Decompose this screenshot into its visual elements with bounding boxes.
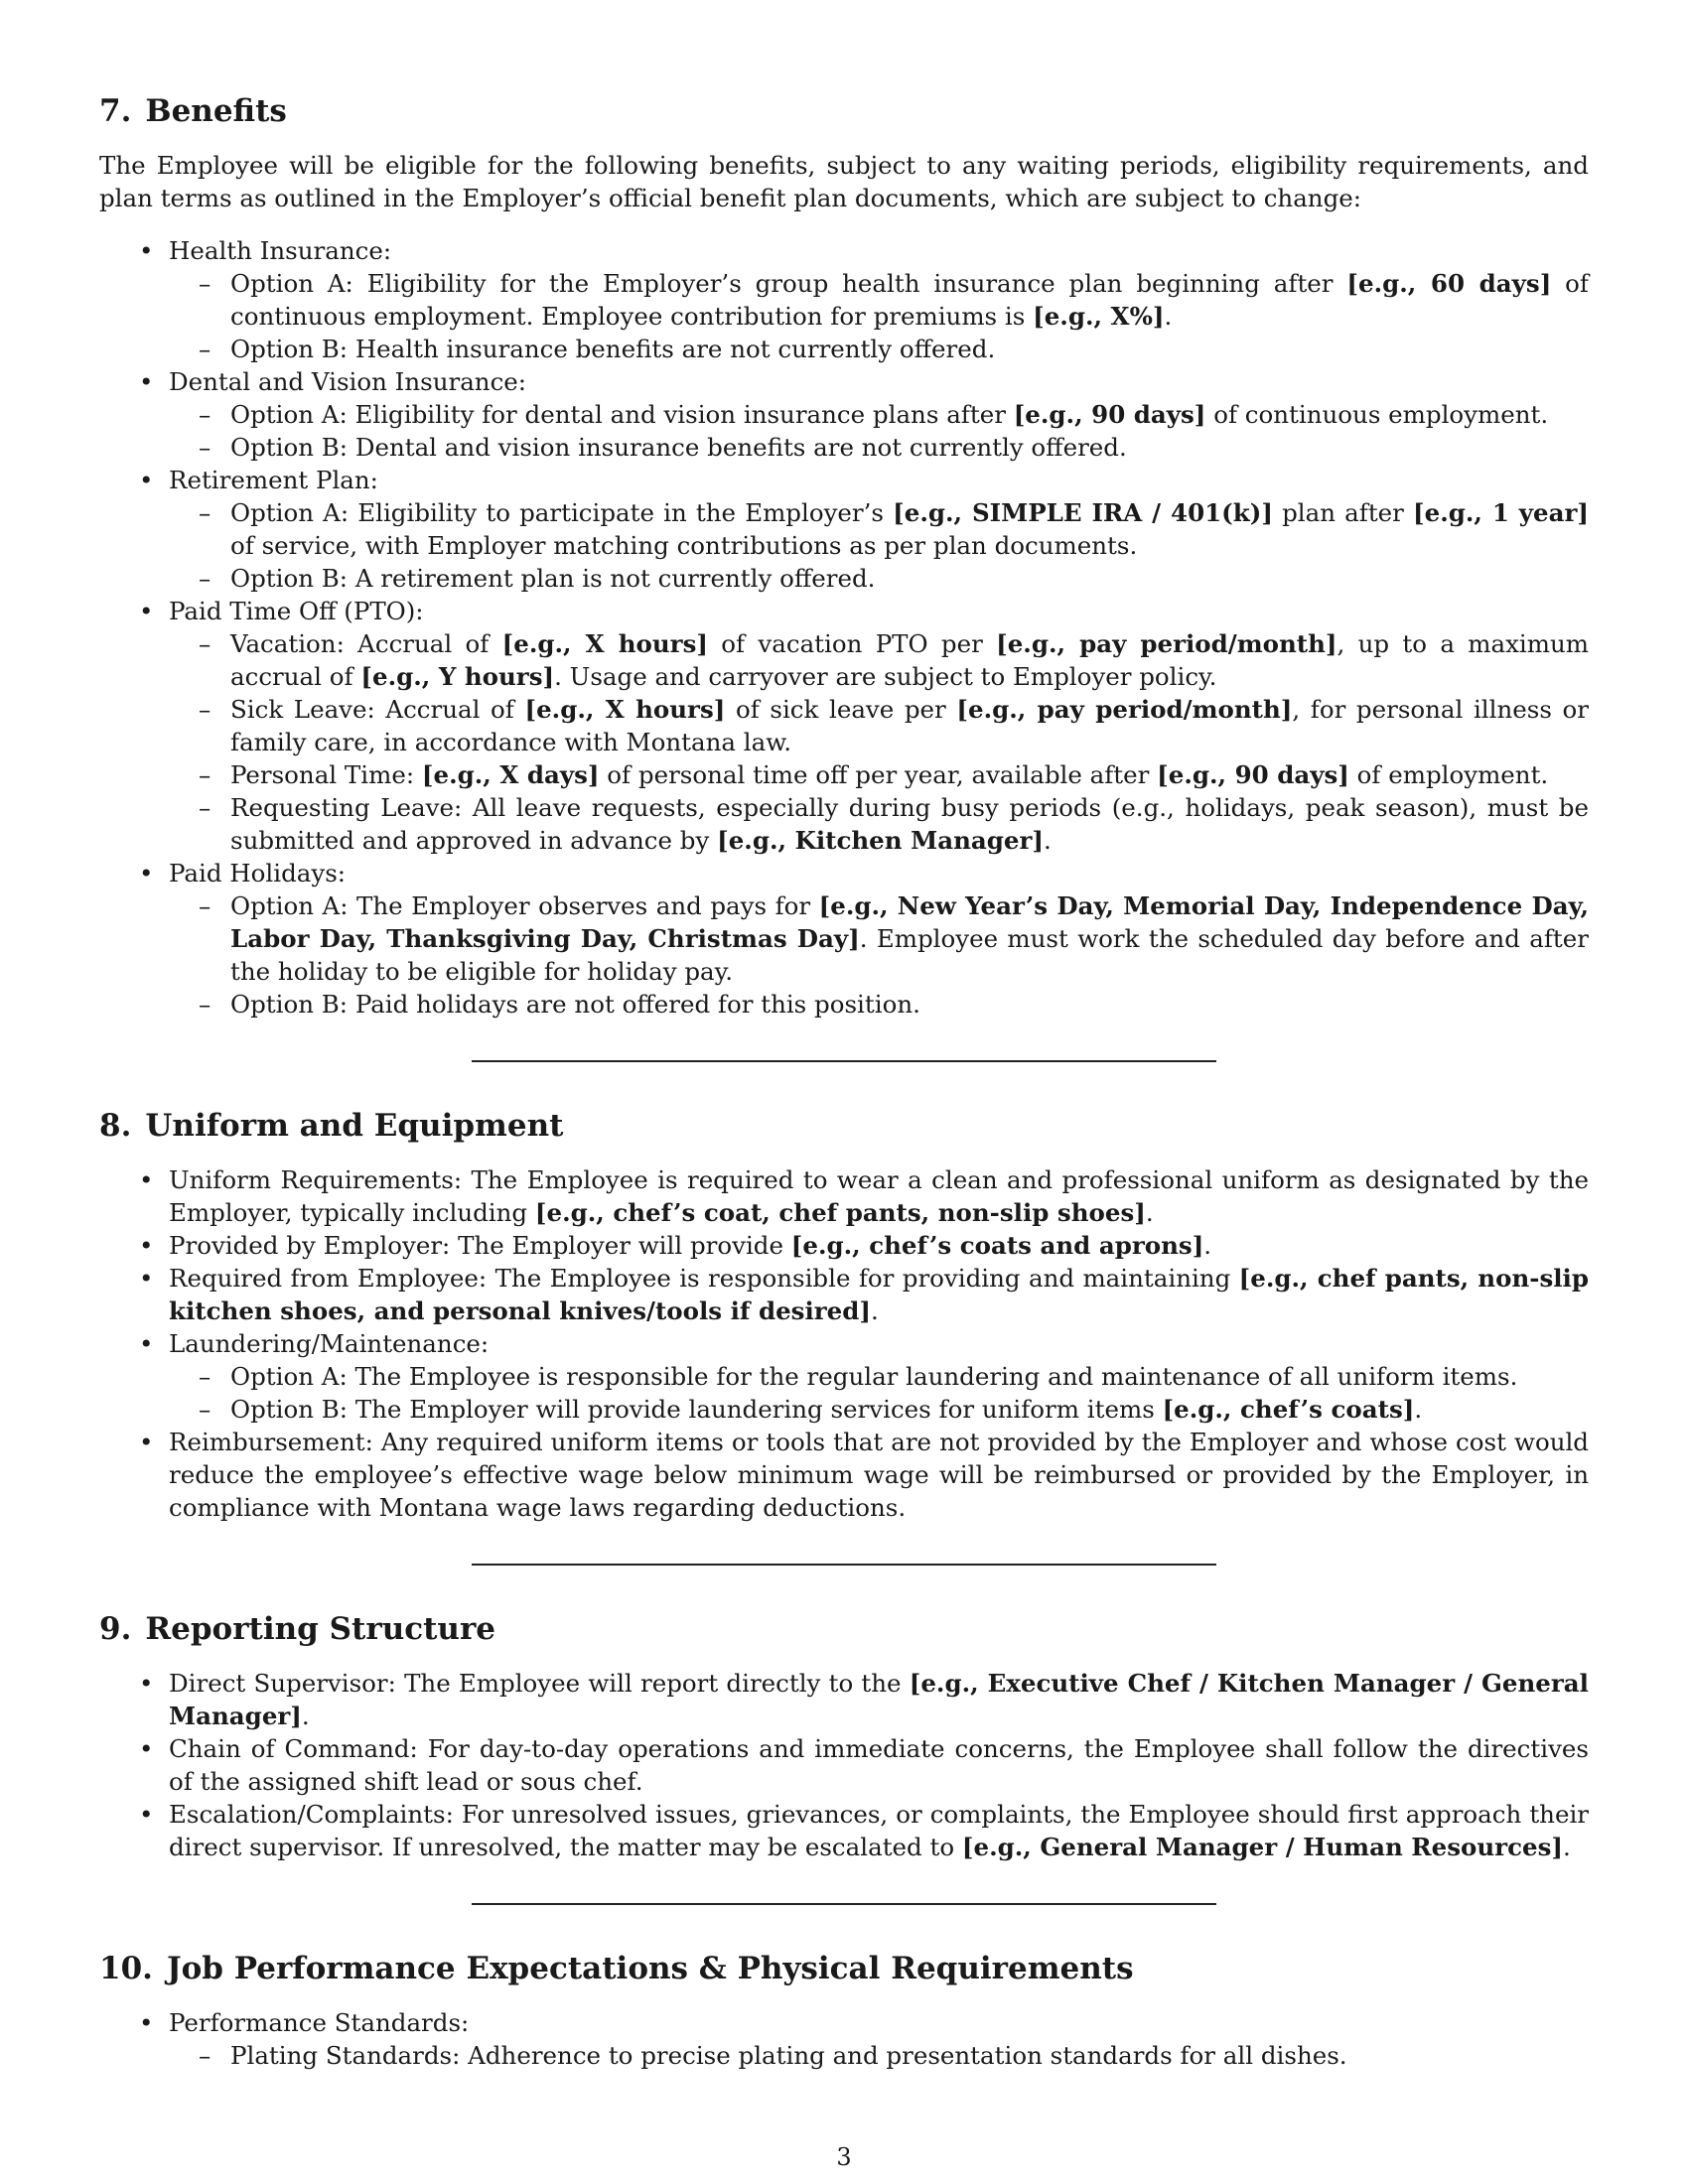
list-item-provided-by-employer: • Provided by Employer: The Employer will provide [e.g., chef’s coats and aprons]. <box>99 1229 1589 1262</box>
list-item-direct-supervisor: • Direct Supervisor: The Employee will report directly to the [e.g., Executive Chef / Kitchen Manager / General Manager]. <box>99 1667 1589 1732</box>
list-item-dental-vision: • Dental and Vision Insurance: – Option A: Eligibility for dental and vision insurance plans after [e.g., 90 days] of continuous employment. – Option B: Dental and vision insurance benefits are not currently offered. <box>99 365 1589 464</box>
section-divider <box>472 1903 1216 1905</box>
reporting-list <box>99 1667 1589 1863</box>
list-item: – Option B: Health insurance benefits are not currently offered. <box>169 333 1589 365</box>
pto-options <box>169 627 1589 857</box>
benefits-intro: The Employee will be eligible for the following benefits, subject to any waiting periods, eligibility requirements, and plan terms as outlined in the Employer’s official benefit plan documents, which are subject to change: <box>99 151 1589 212</box>
list-item-performance-standards: • Performance Standards: – Plating Standards: Adherence to precise plating and presentation standards for all dishes. <box>99 2006 1589 2072</box>
list-item: – Sick Leave: Accrual of [e.g., X hours] of sick leave per [e.g., pay period/month], for personal illness or family care, in accordance with Montana law. <box>169 693 1589 758</box>
list-item: – Option A: The Employee is responsible for the regular laundering and maintenance of all uniform items. <box>169 1360 1589 1393</box>
list-item: – Option B: Paid holidays are not offered for this position. <box>169 988 1589 1021</box>
list-item: – Vacation: Accrual of [e.g., X hours] of vacation PTO per [e.g., pay period/month], up to a maximum accrual of [e.g., Y hours]. Usage and carryover are subject to Employer policy. <box>169 627 1589 693</box>
list-item-laundering: • Laundering/Maintenance: – Option A: The Employee is responsible for the regular laundering and maintenance of all uniform items. – Option B: The Employer will provide laundering services for uniform items [e.g., chef’s coats]. <box>99 1327 1589 1426</box>
section-heading: 10. Job Performance Expectations & Physical Requirements <box>99 1951 1134 1986</box>
list-item: – Option A: Eligibility for the Employer’s group health insurance plan beginning after [e.g., 60 days] of continuous employment. Employee contribution for premiums is [e.g., X%]. <box>169 267 1589 333</box>
list-item-required-from-employee: • Required from Employee: The Employee is responsible for providing and maintaining [e.g., chef pants, non-slip kitchen shoes, and personal knives/tools if desired]. <box>99 1262 1589 1327</box>
benefits-list <box>99 234 1589 1021</box>
list-item-reimbursement: • Reimbursement: Any required uniform items or tools that are not provided by the Employer and whose cost would reduce the employee’s effective wage below minimum wage will be reimbursed or provided by the Employer, in compliance with Montana wage laws regarding deductions. <box>99 1426 1589 1524</box>
section-reporting-structure <box>99 1609 1589 1863</box>
page-number: 3 <box>836 2143 852 2171</box>
list-item: – Requesting Leave: All leave requests, especially during busy periods (e.g., holidays, peak season), must be submitted and approved in advance by [e.g., Kitchen Manager]. <box>169 791 1589 857</box>
section-heading: 7. Benefits <box>99 93 287 129</box>
list-item: – Option B: A retirement plan is not currently offered. <box>169 562 1589 595</box>
list-item-pto: • Paid Time Off (PTO): – Vacation: Accrual of [e.g., X hours] of vacation PTO per [e.g., pay period/month], up to a maximum accrual of [e.g., Y hours]. Usage and carryover are subject to Employer policy. – Sick Leave: Accrual of [e.g., X hours] of sick leave per [e.g., pay period/month], for personal illness or family care, in accordance with Montana law. – Personal Time: [e.g., X days] of personal time off per year, available after [e.g., 90 days] of employment. – Requesting Leave: All leave requests, especially during busy periods (e.g., holidays, peak season), must be submitted and approved in advance by [e.g., Kitchen Manager]. <box>99 595 1589 857</box>
list-item: – Option A: The Employer observes and pays for [e.g., New Year’s Day, Memorial Day, Independence Day, Labor Day, Thanksgiving Day, Christmas Day]. Employee must work the scheduled day before and after the holiday to be eligible for holiday pay. <box>169 889 1589 988</box>
list-item: – Option A: Eligibility to participate in the Employer’s [e.g., SIMPLE IRA / 401(k)] plan after [e.g., 1 year] of service, with Employer matching contributions as per plan documents. <box>169 496 1589 562</box>
section-divider <box>472 1564 1216 1566</box>
holiday-options <box>169 889 1589 1021</box>
list-item: – Option B: Dental and vision insurance benefits are not currently offered. <box>169 431 1589 464</box>
list-item: – Option A: Eligibility for dental and vision insurance plans after [e.g., 90 days] of continuous employment. <box>169 398 1589 431</box>
list-item-retirement: • Retirement Plan: – Option A: Eligibility to participate in the Employer’s [e.g., SIMPLE IRA / 401(k)] plan after [e.g., 1 year] of service, with Employer matching contributions as per plan documents. – Option B: A retirement plan is not currently offered. <box>99 464 1589 595</box>
section-benefits <box>99 91 1589 1021</box>
section-heading: 9. Reporting Structure <box>99 1611 496 1647</box>
section-uniform-equipment <box>99 1106 1589 1524</box>
performance-options <box>169 2039 1589 2072</box>
section-job-performance <box>99 1949 1589 2072</box>
list-item-uniform-requirements: • Uniform Requirements: The Employee is required to wear a clean and professional uniform as designated by the Employer, typically including [e.g., chef’s coat, chef pants, non-slip shoes]. <box>99 1163 1589 1229</box>
retirement-options <box>169 496 1589 595</box>
list-item: – Option B: The Employer will provide laundering services for uniform items [e.g., chef’s coats]. <box>169 1393 1589 1426</box>
health-options <box>169 267 1589 365</box>
uniform-list <box>99 1163 1589 1524</box>
dental-options <box>169 398 1589 464</box>
section-divider <box>472 1060 1216 1062</box>
list-item: – Plating Standards: Adherence to precise plating and presentation standards for all dishes. <box>169 2039 1589 2072</box>
section-heading: 8. Uniform and Equipment <box>99 1108 564 1144</box>
list-item-chain-of-command: • Chain of Command: For day-to-day operations and immediate concerns, the Employee shall follow the directives of the assigned shift lead or sous chef. <box>99 1732 1589 1798</box>
performance-list <box>99 2006 1589 2072</box>
list-item: – Personal Time: [e.g., X days] of personal time off per year, available after [e.g., 90 days] of employment. <box>169 758 1589 791</box>
page-content <box>99 91 1589 2072</box>
laundering-options <box>169 1360 1589 1426</box>
list-item-health-insurance: • Health Insurance: – Option A: Eligibility for the Employer’s group health insurance plan beginning after [e.g., 60 days] of continuous employment. Employee contribution for premiums is [e.g., X%]. – Option B: Health insurance benefits are not currently offered. <box>99 234 1589 365</box>
list-item-paid-holidays: • Paid Holidays: – Option A: The Employer observes and pays for [e.g., New Year’s Day, Memorial Day, Independence Day, Labor Day, Thanksgiving Day, Christmas Day]. Employee must work the scheduled day before and after the holiday to be eligible for holiday pay. – Option B: Paid holidays are not offered for this position. <box>99 857 1589 1021</box>
list-item-escalation: • Escalation/Complaints: For unresolved issues, grievances, or complaints, the Employee should first approach their direct supervisor. If unresolved, the matter may be escalated to [e.g., General Manager / Human Resources]. <box>99 1798 1589 1863</box>
